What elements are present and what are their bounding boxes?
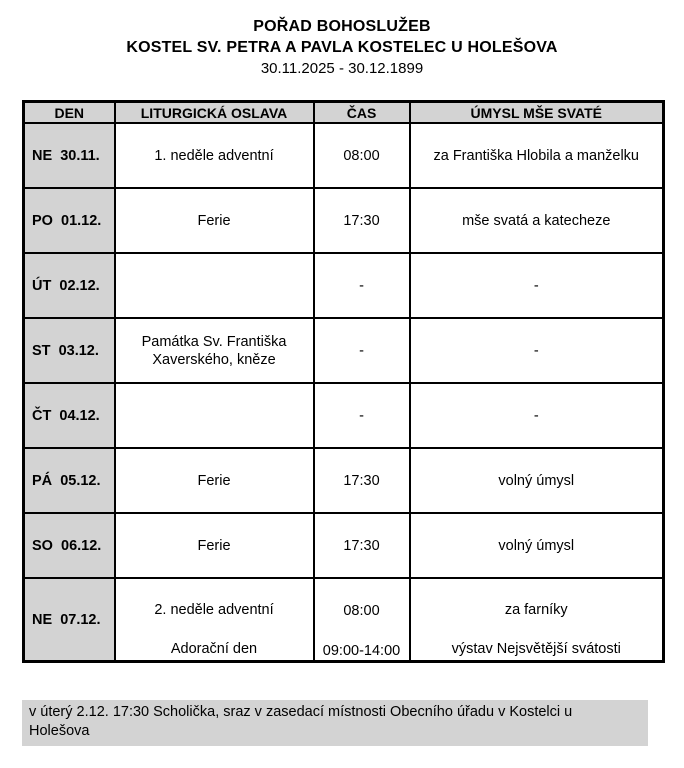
celebration-cell: [115, 318, 314, 383]
title-block: [0, 0, 684, 79]
time-cell: [314, 383, 410, 448]
schedule-table: [22, 100, 665, 663]
time-text: -: [359, 407, 364, 424]
time-cell: [314, 513, 410, 578]
celebration-cell: [115, 513, 314, 578]
time-text: -: [359, 277, 364, 294]
celebration-cell: [115, 578, 314, 662]
table-row: [24, 123, 664, 188]
celebration-text: Památka Sv. Františka Xaverského, kněze: [141, 333, 287, 368]
intention-text: volný úmysl: [498, 537, 575, 554]
time-cell: [314, 253, 410, 318]
intention-text: mše svatá a katecheze: [462, 212, 611, 229]
day-cell: ČT 04.12.: [24, 383, 115, 448]
time-cell: [314, 578, 410, 662]
celebration-text: Adorační den: [170, 641, 258, 657]
time-text: 17:30: [343, 212, 380, 229]
table-row: [24, 448, 664, 513]
celebration-text: 2. neděle adventní: [154, 601, 274, 618]
time-text: -: [359, 342, 364, 359]
intention-text: za Františka Hlobila a manželku: [433, 147, 639, 164]
time-text: 17:30: [343, 537, 380, 554]
time-cell: [314, 123, 410, 188]
date-range: 30.11.2025 - 30.12.1899: [260, 60, 424, 77]
day-cell: PO 01.12.: [24, 188, 115, 253]
day-cell: PÁ 05.12.: [24, 448, 115, 513]
schedule-body: [24, 123, 664, 662]
intention-cell: [410, 318, 664, 383]
time-text: 08:00: [343, 602, 380, 619]
intention-text: výstav Nejsvětější svátosti: [451, 641, 621, 657]
time-cell: [314, 318, 410, 383]
page-title: POŘAD BOHOSLUŽEB: [253, 18, 431, 35]
intention-cell: [410, 513, 664, 578]
column-header-umysl-mse-svate: ÚMYSL MŠE SVATÉ: [410, 102, 664, 124]
celebration-cell: [115, 383, 314, 448]
page-subtitle: KOSTEL SV. PETRA A PAVLA KOSTELEC U HOLEŠOVA: [126, 39, 558, 56]
column-header-den: DEN: [24, 102, 115, 124]
celebration-text: Ferie: [197, 212, 231, 229]
celebration-text: Ferie: [197, 537, 231, 554]
celebration-text: Ferie: [197, 472, 231, 489]
time-cell: [314, 188, 410, 253]
intention-cell: [410, 578, 664, 662]
intention-text: -: [533, 277, 539, 294]
intention-text: za farníky: [504, 601, 568, 618]
day-cell: NE 07.12.: [24, 578, 115, 662]
table-row: [24, 383, 664, 448]
footer-note: [22, 700, 648, 746]
table-row: [24, 578, 664, 662]
celebration-text: [116, 254, 313, 317]
intention-cell: [410, 188, 664, 253]
celebration-cell: [115, 123, 314, 188]
time-text: 17:30: [343, 472, 380, 489]
table-row: [24, 318, 664, 383]
celebration-text: 1. neděle adventní: [154, 147, 274, 164]
table-row: [24, 513, 664, 578]
intention-text: volný úmysl: [498, 472, 575, 489]
column-header-liturgicka-oslava: LITURGICKÁ OSLAVA: [115, 102, 314, 124]
day-cell: ST 03.12.: [24, 318, 115, 383]
day-cell: ÚT 02.12.: [24, 253, 115, 318]
intention-cell: [410, 253, 664, 318]
time-text: 08:00: [343, 147, 380, 164]
intention-cell: [410, 123, 664, 188]
celebration-cell: [115, 188, 314, 253]
header-row: [24, 102, 664, 124]
table-row: [24, 188, 664, 253]
day-cell: SO 06.12.: [24, 513, 115, 578]
celebration-text: [116, 384, 313, 447]
footer-note-text: v úterý 2.12. 17:30 Scholička, sraz v zasedací místnosti Obecního úřadu v Kostelci u Holešova: [29, 704, 573, 739]
table-row: [24, 253, 664, 318]
day-cell: NE 30.11.: [24, 123, 115, 188]
column-header-cas: ČAS: [314, 102, 410, 124]
celebration-cell: [115, 448, 314, 513]
intention-cell: [410, 383, 664, 448]
intention-cell: [410, 448, 664, 513]
time-text: 09:00-14:00: [322, 643, 401, 659]
intention-text: -: [533, 407, 539, 424]
time-cell: [314, 448, 410, 513]
celebration-cell: [115, 253, 314, 318]
table-header: [24, 102, 664, 124]
intention-text: -: [533, 342, 539, 359]
